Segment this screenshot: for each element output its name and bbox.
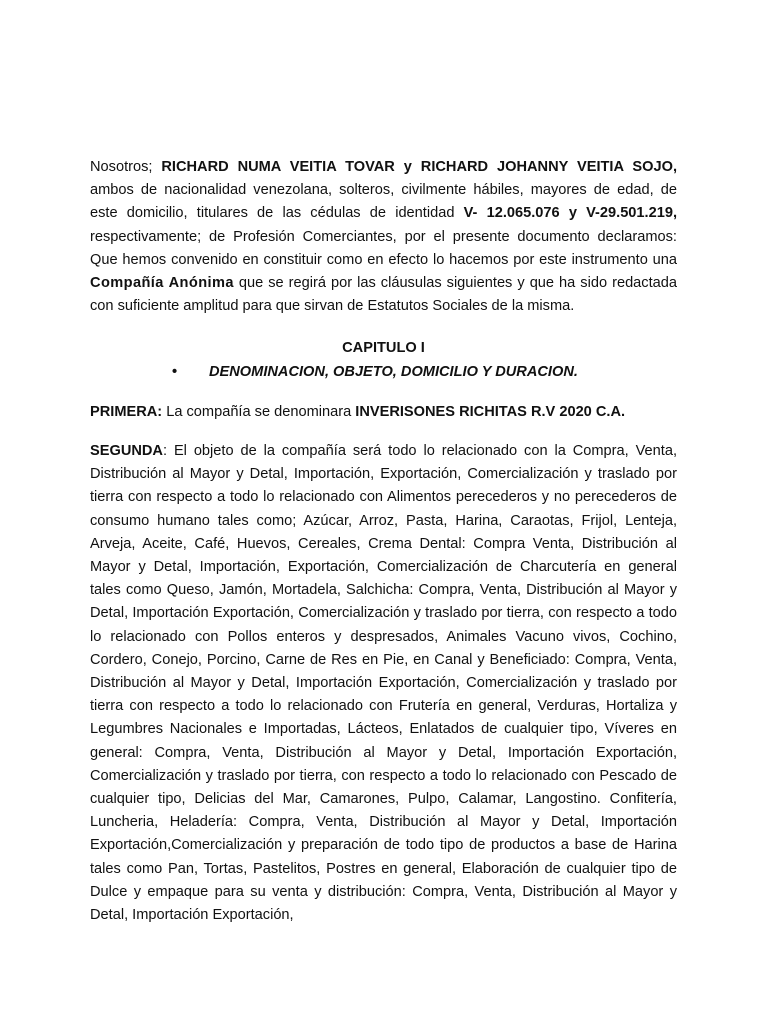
- chapter-heading-line: [90, 361, 677, 384]
- clause-primera: [90, 401, 677, 424]
- intro-names: RICHARD NUMA VEITIA TOVAR y RICHARD JOHANNY VEITIA SOJO,: [161, 159, 677, 175]
- intro-paragraph: [90, 156, 677, 318]
- intro-id-numbers: V- 12.065.076 y V-29.501.219,: [463, 205, 677, 222]
- intro-company-type: Compañía Anónima: [90, 275, 234, 292]
- document-body: [90, 156, 677, 927]
- intro-text-4: que se regirá por las cláusulas siguientes y que ha sido redactada con suficiente amplitud para que sirvan de Estatutos Sociales de la misma.: [90, 275, 678, 315]
- bullet-icon: •: [172, 363, 178, 380]
- company-name: INVERISONES RICHITAS R.V 2020 C.A.: [355, 403, 626, 420]
- intro-text-2: ambos de nacionalidad venezolana, solteros, civilmente hábiles, mayores de edad, de este domicilio, titulares de las cédulas de identidad: [90, 182, 677, 222]
- primera-label: PRIMERA:: [90, 403, 163, 420]
- chapter-heading: DENOMINACION, OBJETO, DOMICILIO Y DURACION.: [209, 363, 578, 380]
- primera-text: La compañía se denominara: [162, 403, 356, 420]
- intro-text-3: respectivamente; de Profesión Comerciantes, por el presente documento declaramos: Que hemos convenido en constituir como en efecto lo hacemos por este instrumento una: [90, 228, 677, 268]
- clause-segunda: [90, 440, 677, 927]
- chapter-title: CAPITULO I: [342, 340, 425, 357]
- segunda-text: : El objeto de la compañía será todo lo relacionado con la Compra, Venta, Distribución al Mayor y Detal, Importación, Exportación, Comercialización y traslado por tierra con respecto a todo lo relacionado con Alimentos perecederos y no perecederos de consumo humano tales como; Azúcar, Arroz, Pasta, Harina, Caraotas, Frijol, Lenteja, Arveja, Aceite, Café, Huevos, Cereales, Crema Dental: Compra Venta, Distribución al Mayor y Detal, Importación, Exportación, Comercialización de Charcutería en general tales como Queso, Jamón, Mortadela, Salchicha: Compra, Venta, Distribución al Mayor y Detal, Importación Exportación, Comercialización y traslado por tierra, con respecto a todo lo relacionado con Pollos enteros y despresados, Animales Vacuno vivos, Cochino, Cordero, Conejo, Porcino, Carne de Res en Pie, en Canal y Beneficiado: Compra, Venta, Distribución al Mayor y Detal, Importación Exportación, Comercialización y traslado por tierra con respecto a todo lo relacionado con Frutería en general, Verduras, Hortaliza y Legumbres Nacionales e Importadas, Lácteos, Enlatados de cualquier tipo, Víveres en general: Compra, Venta, Distribución al Mayor y Detal, Importación Exportación, Comercialización y traslado por tierra, con respecto a todo lo relacionado con Pescado de cualquier tipo, Delicias del Mar, Camarones, Pulpo, Calamar, Langostino. Confitería, Luncheria, Heladería: Compra, Venta, Distribución al Mayor y Detal, Importación Exportación,Comercialización y preparación de todo tipo de productos a base de Harina tales como Pan, Tortas, Pastelitos, Postres en general, Elaboración de cualquier tipo de Dulce y empaque para su venta y distribución: Compra, Venta, Distribución al Mayor y Detal, Importación Exportación,: [90, 443, 677, 924]
- intro-text-1: Nosotros;: [90, 159, 162, 175]
- segunda-label: SEGUNDA: [90, 443, 163, 460]
